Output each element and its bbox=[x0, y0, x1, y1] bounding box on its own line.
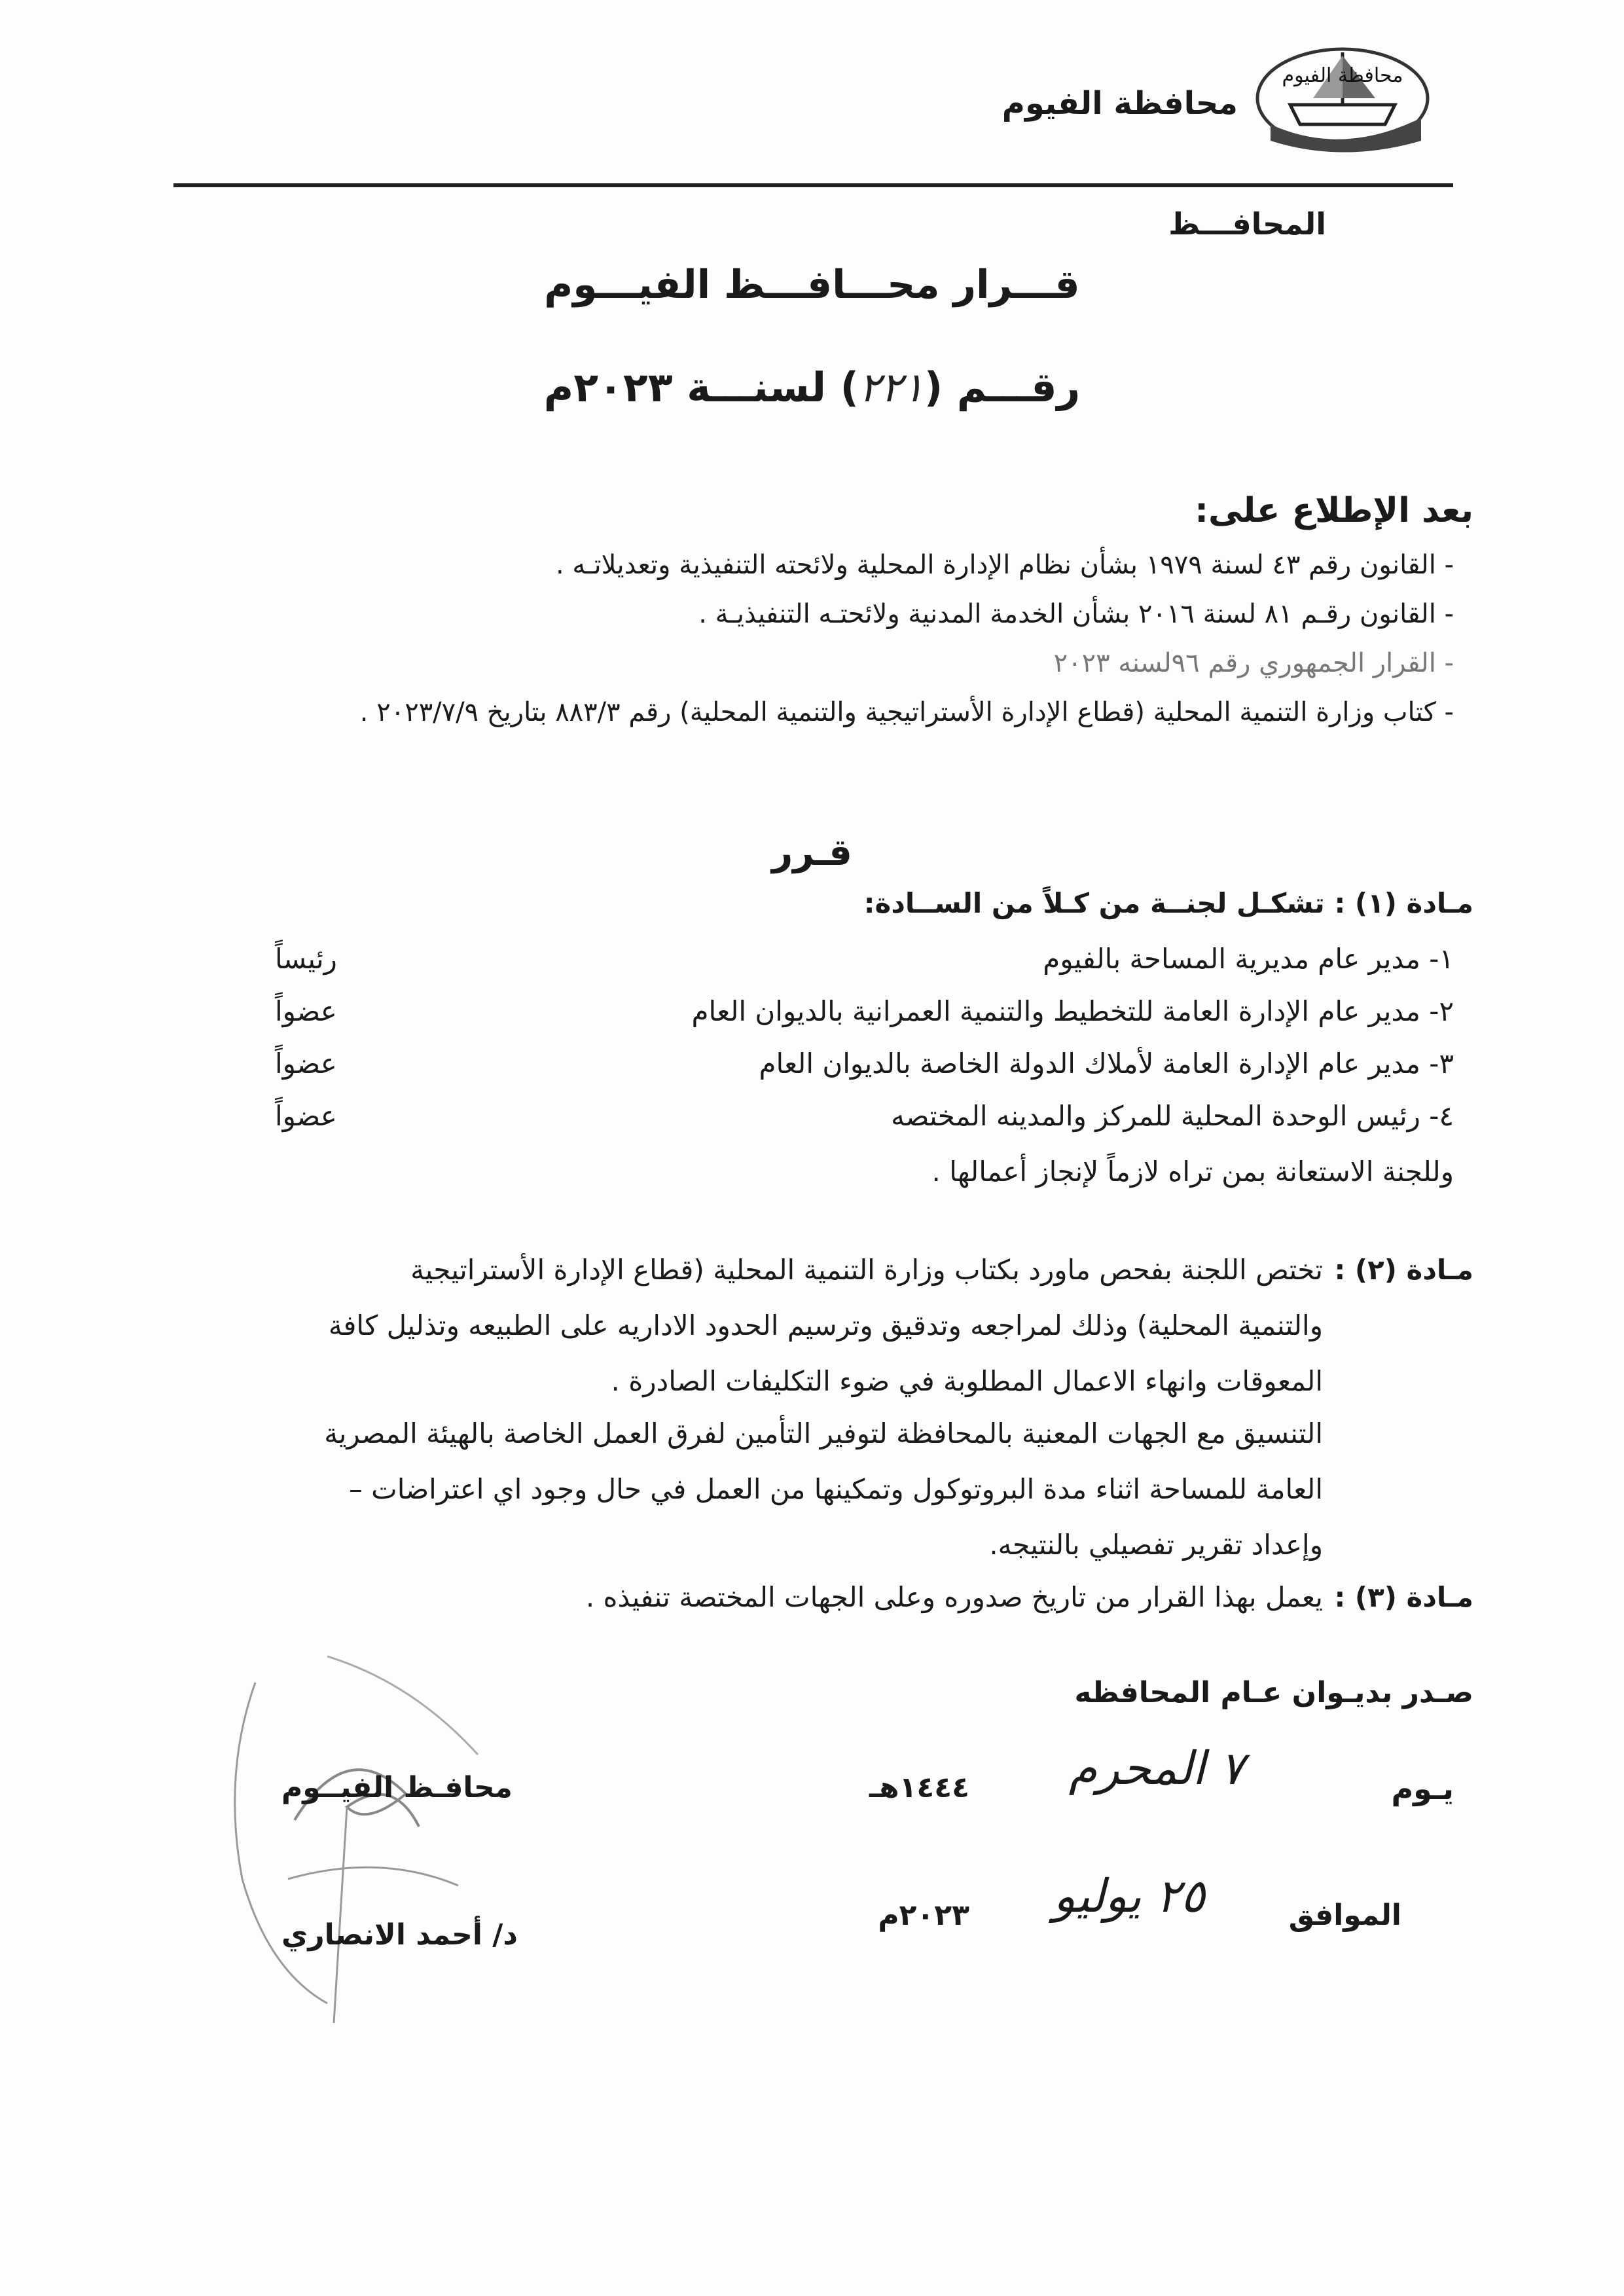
committee-member: ٤- رئيس الوحدة المحلية للمركز والمدينه المختصه bbox=[891, 1100, 1454, 1132]
issued-at: صـدر بديـوان عـام المحافظه bbox=[1074, 1676, 1473, 1709]
decree-number-value: ٢٢١ bbox=[858, 363, 924, 411]
preamble-heading: بعد الإطلاع على: bbox=[1195, 491, 1473, 530]
article-2-line: التنسيق مع الجهات المعنية بالمحافظة لتوفير التأمين لفرق العمل الخاصة بالهيئة المصرية bbox=[324, 1417, 1323, 1449]
signatory-title: محافـظ الفيــوم bbox=[281, 1771, 513, 1804]
signature-scribble bbox=[196, 1604, 524, 2030]
article-2-line: والتنمية المحلية) وذلك لمراجعه وتدقيق وترسيم الحدود الاداريه على الطبيعه وتذليل كافة bbox=[328, 1309, 1323, 1341]
logo-text: محافظة الفيوم bbox=[1282, 64, 1403, 87]
decision-heading: قـرر bbox=[772, 831, 852, 874]
article-2-line: العامة للمساحة اثناء مدة البروتوكول وتمكينها من العمل في حال وجود اي اعتراضات – bbox=[348, 1473, 1323, 1505]
hijri-date-handwritten: ٧ المحرم bbox=[1068, 1741, 1244, 1795]
committee-member: ١- مدير عام مديرية المساحة بالفيوم bbox=[1043, 943, 1454, 975]
office-title: المحافـــظ bbox=[1168, 206, 1326, 242]
preamble-item: - كتاب وزارة التنمية المحلية (قطاع الإدارة الأستراتيجية والتنمية المحلية) رقم ٨٨٣/٣ بتاريخ ٢٠٢٣/٧/٩ . bbox=[359, 697, 1454, 727]
article-3-heading: مـادة (٣) : bbox=[1334, 1581, 1473, 1613]
hijri-year: ١٤٤٤هـ bbox=[869, 1771, 969, 1804]
committee-note: وللجنة الاستعانة بمن تراه لازماً لإنجاز أعمالها . bbox=[931, 1156, 1454, 1188]
committee-member: ٢- مدير عام الإدارة العامة للتخطيط والتنمية العمرانية بالديوان العام bbox=[691, 995, 1454, 1027]
article-3-text: يعمل بهذا القرار من تاريخ صدوره وعلى الجهات المختصة تنفيذه . bbox=[585, 1581, 1323, 1613]
preamble-item: - القانون رقم ٤٣ لسنة ١٩٧٩ بشأن نظام الإدارة المحلية ولائحته التنفيذية وتعديلاتـه . bbox=[555, 550, 1454, 580]
committee-member: ٣- مدير عام الإدارة العامة لأملاك الدولة الخاصة بالديوان العام bbox=[759, 1048, 1454, 1080]
decree-number-suffix: ) لسنـــة ٢٠٢٣م bbox=[543, 363, 859, 411]
governorate-header: محافظة الفيوم bbox=[1001, 85, 1238, 122]
article-2-heading: مـادة (٢) : bbox=[1334, 1254, 1473, 1286]
committee-role: عضواً bbox=[275, 1048, 337, 1080]
decree-number bbox=[0, 363, 1624, 411]
article-1-heading: مـادة (١) : تشكـل لجنــة من كـلاً من الســادة: bbox=[863, 887, 1473, 919]
header-divider bbox=[173, 183, 1453, 187]
day-label: يـوم bbox=[1391, 1771, 1454, 1806]
gregorian-year: ٢٠٢٣م bbox=[878, 1899, 969, 1932]
decree-number-prefix: رقـــم ( bbox=[924, 363, 1081, 411]
governorate-logo bbox=[1244, 26, 1441, 157]
article-2-line: وإعداد تقرير تفصيلي بالنتيجه. bbox=[989, 1529, 1323, 1561]
committee-role: عضواً bbox=[275, 995, 337, 1027]
article-2-line: تختص اللجنة بفحص ماورد بكتاب وزارة التنمية المحلية (قطاع الإدارة الأستراتيجية bbox=[410, 1254, 1323, 1286]
gregorian-date-handwritten: ٢٥ يوليو bbox=[1053, 1869, 1205, 1923]
preamble-item: - القانون رقـم ٨١ لسنة ٢٠١٦ بشأن الخدمة المدنية ولائحتـه التنفيذيـة . bbox=[698, 599, 1454, 629]
decree-title: قـــرار محـــافـــظ الفيـــوم bbox=[544, 262, 1080, 308]
committee-role: رئيساً bbox=[275, 943, 337, 975]
article-2-line: المعوقات وانهاء الاعمال المطلوبة في ضوء التكليفات الصادرة . bbox=[611, 1365, 1323, 1397]
preamble-item: - القرار الجمهوري رقم ٩٦لسنه ٢٠٢٣ bbox=[1053, 648, 1454, 678]
corresponding-label: الموافق bbox=[1288, 1899, 1401, 1932]
committee-role: عضواً bbox=[275, 1100, 337, 1132]
signatory-name: د/ أحمد الانصاري bbox=[281, 1918, 518, 1952]
